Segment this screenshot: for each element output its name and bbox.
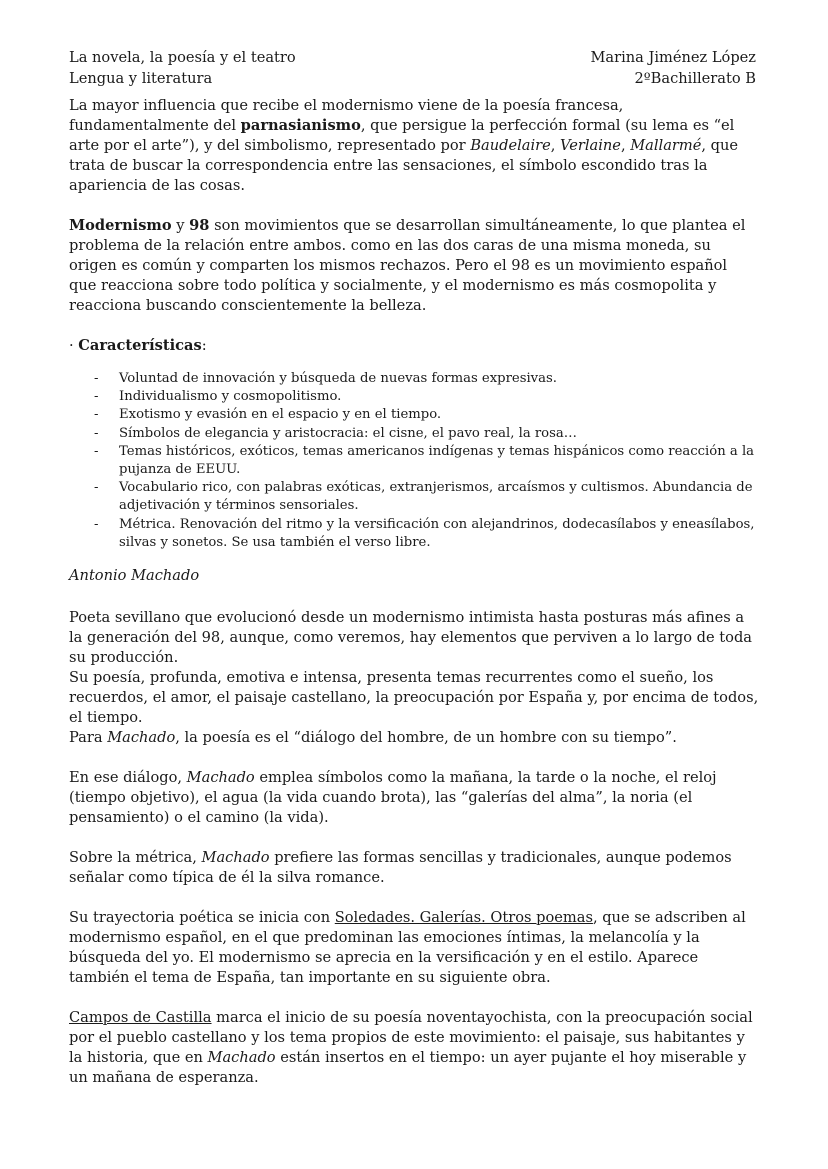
paragraph-machado-metrics: Sobre la métrica, Machado prefiere las formas sencillas y tradicionales, aunque podemos señalar como típica de él la silva romance. [69,849,732,887]
work-title-campos-de-castilla: Campos de Castilla [69,1009,212,1027]
section-title-machado: Antonio Machado [69,567,200,585]
header-class: 2ºBachillerato B [634,70,756,87]
paragraph-machado-intro: Poeta sevillano que evolucionó desde un modernismo intimista hasta posturas más afines a la generación del 98, aunque, como veremos, hay elementos que perviven a lo largo de toda su producción. [69,609,752,667]
features-heading: · Características: [69,337,207,354]
paragraph-machado-soledades: Su trayectoria poética se inicia con Soledades. Galerías. Otros poemas, que se adscriben al modernismo español, en el que predominan las emociones íntimas, la melancolía y la búsqueda del yo. El modernismo se aprecia en la versificación y en el estilo. Aparece también el tema de España, tan importante en su siguiente obra. [69,909,746,987]
paragraph-machado-symbols: En ese diálogo, Machado emplea símbolos como la mañana, la tarde o la noche, el reloj (tiempo objetivo), el agua (la vida cuando brota), las “galerías del alma”, la noria (el pensamiento) o el camino (la vida). [69,769,717,827]
features-list [69,370,759,552]
author-mallarme: Mallarmé [630,137,702,154]
term-parnasianismo: parnasianismo [240,117,361,134]
header-left [69,47,296,89]
term-modernismo: Modernismo [69,217,172,234]
header-subject: Lengua y literatura [69,70,213,87]
term-98: 98 [189,217,210,234]
list-item: - Individualismo y cosmopolitismo. [94,389,342,405]
document-body [69,96,759,1088]
author-baudelaire: Baudelaire [470,137,551,154]
header-course-title: La novela, la poesía y el teatro [69,49,296,66]
author-verlaine: Verlaine [560,137,621,154]
list-item: - Temas históricos, exóticos, temas americanos indígenas y temas hispánicos como reacción a la pujanza de EEUU. [94,443,755,478]
work-title-soledades: Soledades. Galerías. Otros poemas [334,909,593,927]
header-right [590,47,756,89]
page-header [69,47,756,89]
list-item: - Métrica. Renovación del ritmo y la versificación con alejandrinos, dodecasílabos y eneasílabos, silvas y sonetos. Se usa también el verso libre. [94,516,755,550]
list-item: - Voluntad de innovación y búsqueda de nuevas formas expresivas. [94,371,557,386]
paragraph-modernismo-98: Modernismo y 98 son movimientos que se desarrollan simultáneamente, lo que plantea el problema de la relación entre ambos. como en las dos caras de una misma moneda, su origen es común y comparten los mismos rechazos. Pero el 98 es un movimiento español que reacciona sobre todo política y socialmente, y el modernismo es más cosmopolita y reacciona buscando conscientemente la belleza. [69,217,746,314]
paragraph-machado-campos: Campos de Castilla marca el inicio de su poesía noventayochista, con la preocupación social por el pueblo castellano y los tema propios de este movimiento: el paisaje, sus habitantes y la historia, que en Machado están insertos en el tiempo: un ayer pujante el hoy miserable y un mañana de esperanza. [69,1009,753,1087]
header-author: Marina Jiménez López [590,49,756,66]
paragraph-machado-dialogue: Para Machado, la poesía es el “diálogo del hombre, de un hombre con su tiempo”. [69,729,677,747]
list-item: - Vocabulario rico, con palabras exóticas, extranjerismos, arcaísmos y cultismos. Abundancia de adjetivación y términos sensoriales. [94,480,753,514]
paragraph-influences: La mayor influencia que recibe el modernismo viene de la poesía francesa, fundamentalmente del parnasianismo, que persigue la perfección formal (su lema es “el arte por el arte”), y del simbolismo, representado por Baudelaire, Verlaine, Mallarmé, que trata de buscar la correspondencia entre las sensaciones, el símbolo escondido tras la apariencia de las cosas. [69,97,739,194]
list-item: - Exotismo y evasión en el espacio y en el tiempo. [94,407,442,423]
paragraph-machado-themes: Su poesía, profunda, emotiva e intensa, presenta temas recurrentes como el sueño, los recuerdos, el amor, el paisaje castellano, la preocupación por España y, por encima de todos, el tiempo. [69,669,759,727]
list-item: - Símbolos de elegancia y aristocracia: el cisne, el pavo real, la rosa… [94,425,577,441]
